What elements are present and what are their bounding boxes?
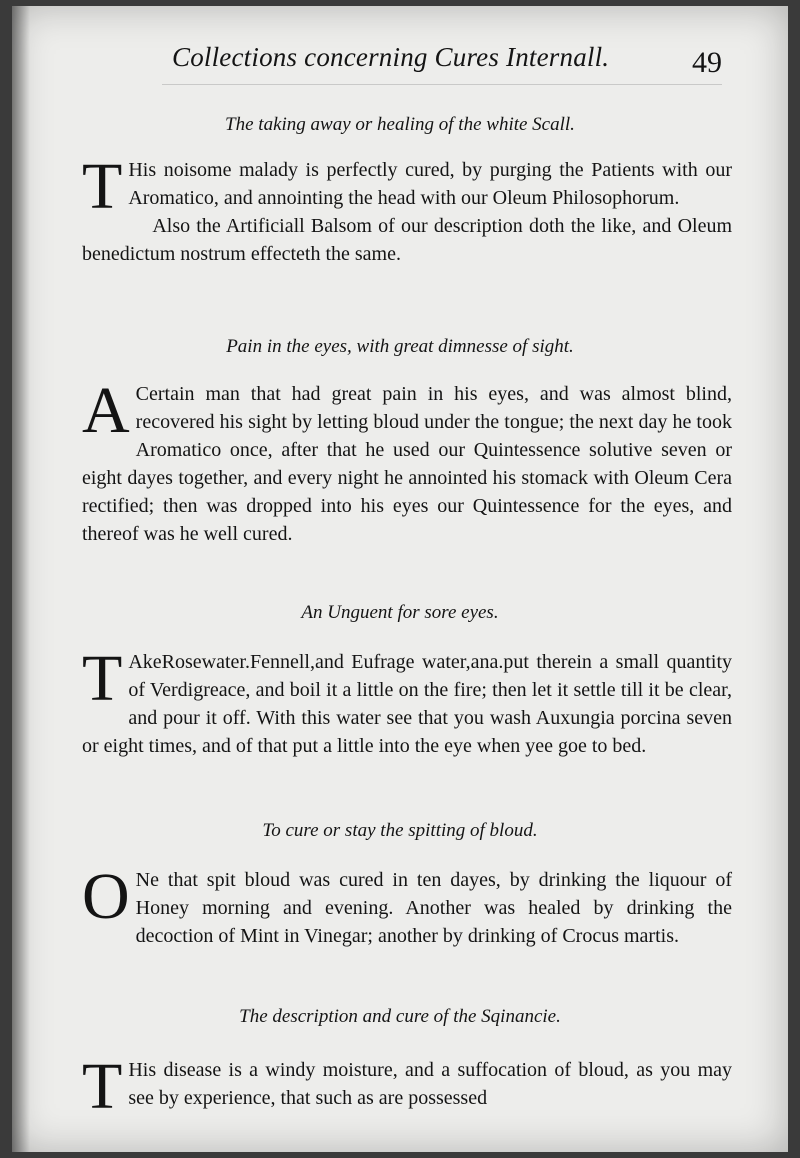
drop-cap: A	[82, 374, 130, 447]
paragraph-text: AkeRosewater.Fennell,and Eufrage water,ana.put therein a small quantity of Verdigreace, and boil it a little on the fire; then let it settle till it be clear, and pour it off. With this water see that you wash Auxungia porcina seven or eight times, and of that put a little into the eye when yee goe to bed.	[82, 651, 732, 757]
page-gutter-shadow	[12, 6, 30, 1152]
paragraph	[82, 642, 732, 760]
paragraph	[82, 150, 732, 223]
section-body-sqinancie	[82, 1050, 732, 1123]
paragraph	[82, 374, 732, 548]
section-body-unguent	[82, 642, 732, 760]
drop-cap: T	[82, 1050, 123, 1123]
drop-cap: T	[82, 150, 123, 223]
drop-cap: T	[82, 642, 123, 715]
section-body-white-scall	[82, 150, 732, 268]
paragraph-text: Ne that spit bloud was cured in ten dayes, by drinking the liquour of Honey morning and evening. Another was healed by drinking the decoction of Mint in Vinegar; another by drinking of Crocus martis.	[135, 869, 732, 947]
page-number: 49	[692, 46, 722, 79]
section-body-spitting-bloud	[82, 860, 732, 950]
section-title-unguent: An Unguent for sore eyes.	[301, 602, 499, 623]
book-page	[12, 6, 788, 1152]
section-title-pain-eyes: Pain in the eyes, with great dimnesse of sight.	[226, 336, 574, 357]
paragraph	[82, 860, 732, 950]
section-title-sqinancie: The description and cure of the Sqinancie.	[239, 1006, 561, 1027]
section-title-spitting-bloud: To cure or stay the spitting of bloud.	[262, 820, 538, 841]
section-body-pain-eyes	[82, 374, 732, 548]
paragraph-text: His disease is a windy moisture, and a suffocation of bloud, as you may see by experience, that such as are possessed	[128, 1059, 732, 1109]
section-title-white-scall: The taking away or healing of the white Scall.	[225, 114, 575, 135]
paragraph-text: Certain man that had great pain in his eyes, and was almost blind, recovered his sight by letting bloud under the tongue; the next day he took Aromatico once, after that he used our Quintessence solutive seven or eight dayes together, and every night he annointed his stomack with Oleum Cera rectified; then was dropped into his eyes our Quintessence for the eyes, and thereof was he well cured.	[82, 383, 732, 545]
drop-cap: O	[82, 860, 130, 933]
paragraph	[82, 1050, 732, 1123]
header-rule	[162, 84, 722, 85]
paragraph-text: His noisome malady is perfectly cured, by purging the Patients with our Aromatico, and annointing the head with our Oleum Philosophorum.	[128, 159, 732, 209]
running-title: Collections concerning Cures Internall.	[172, 42, 610, 72]
paragraph: Also the Artificiall Balsom of our description doth the like, and Oleum benedictum nostrum effecteth the same.	[82, 215, 732, 265]
